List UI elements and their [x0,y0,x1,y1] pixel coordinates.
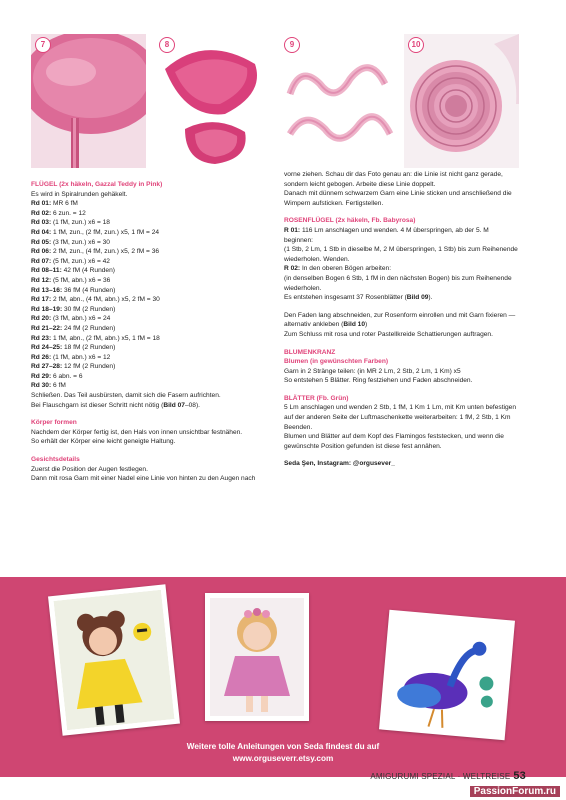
leaves-text-5: gewünschte Position gefunden ist diese fest annähen. [284,442,442,450]
bee-doll-image [54,590,175,731]
round-label: Rd 21–22: [31,324,63,332]
magazine-title: AMIGURUMI SPEZIAL · WELTREISE [370,772,511,781]
round-text: (1 fM, zun.) x6 = 18 [51,219,110,227]
round-label: Rd 20: [31,315,52,323]
round-text: 24 fM (2 Runden) [62,324,116,332]
wings-intro: Es wird in Spiralrunden gehäkelt. [31,190,128,198]
photo-step-9 [280,34,395,168]
rounds-list [31,199,276,391]
round-label: Rd 26: [31,353,52,361]
promo-photo-peacock [379,610,515,741]
round-row [31,324,276,334]
round-label: Rd 06: [31,248,52,256]
rose-r01-4: wiederholen. Wenden. [284,255,350,263]
round-row [31,218,276,228]
crochet-rose-image [404,34,519,168]
round-text: MR 6 fM [51,200,78,208]
face-cont-4: Wimpern aufsticken. Fertigstellen. [284,199,384,207]
round-row [31,372,276,382]
round-label: Rd 27–28: [31,363,63,371]
text: ) [365,321,368,329]
pink-doll-image [210,598,304,716]
leaves-text-3: Beenden. [284,423,313,431]
photo-step-8 [155,34,270,168]
text: Es entstehen insgesamt 37 Rosenblätter ( [284,294,407,302]
round-label: Rd 30: [31,382,52,390]
wreath-heading: BLUMENKRANZ [284,348,336,356]
crochet-chain-image [280,34,395,168]
round-text: 12 fM (2 Runden) [62,363,116,371]
promo-photo-pink-doll [205,593,309,721]
text: In den oberen Bögen arbeiten: [300,265,392,273]
face-heading: Gesichtsdetails [31,456,80,464]
peacock-image [384,615,509,735]
rose-r02 [284,264,534,274]
leaves-text-2: auf der anderen Seite der Luftmaschenkette weiterarbeiten: 1 fM, 2 Stb, 1 Km [284,414,511,422]
round-row [31,276,276,286]
round-text: (5 fM, abn.) x6 = 36 [51,276,111,284]
round-label: Rd 24–25: [31,344,63,352]
round-text: 36 fM (4 Runden) [62,286,116,294]
photo-number: 7 [35,37,51,53]
rose-p2-2 [284,320,534,330]
rose-r01-2: beginnen: [284,236,313,244]
round-text: (3 fM, abn.) x6 = 24 [51,315,111,323]
face-cont-2: sondern leicht gebogen. Arbeite diese Linie doppelt. [284,180,436,188]
text: alternativ ankleben ( [284,321,344,329]
round-label: Rd 03: [31,219,52,227]
text: –08). [184,401,200,409]
promo-link[interactable]: www.orguseverr.etsy.com [232,754,334,763]
round-row [31,381,276,391]
round-label: Rd 17: [31,296,52,304]
wings-end-1: Schließen. Das Teil ausbürsten, damit sich die Fasern aufrichten. [31,392,221,400]
round-row [31,286,276,296]
round-text: 6 abn. = 6 [51,372,83,380]
round-text: 2 fM, zun., (4 fM, zun.) x5, 2 fM = 36 [51,248,160,256]
round-row [31,228,276,238]
rose-p2-3: Zum Schluss mit rosa und roter Pastellkreide Schattierungen auftragen. [284,330,493,338]
round-row [31,305,276,315]
round-row [31,314,276,324]
photo-step-7 [31,34,146,168]
rose-r01-3: (1 Stb, 2 Lm, 1 Stb in dieselbe M, 2 M überspringen, 1 Stb) bis zum Reihenende [284,246,518,254]
leaves-heading: BLÄTTER (Fb. Grün) [284,394,349,402]
fluffy-wings-image [155,34,270,168]
wings-end-2 [31,401,276,411]
page-number: 53 [513,770,526,782]
rose-r01 [284,226,534,236]
round-text: (1 fM, abn.) x6 = 12 [51,353,111,361]
round-label: Rd 02: [31,209,52,217]
watermark: PassionForum.ru [470,786,560,797]
photo-number: 10 [408,37,424,53]
round-text: 18 fM (2 Runden) [62,344,116,352]
photo-number: 8 [159,37,175,53]
round-row [31,247,276,257]
round-row [31,238,276,248]
step-photos [31,34,519,168]
rose-r02-4 [284,293,534,303]
round-row [31,257,276,267]
page-footer [370,770,526,782]
face-text-2: Dann mit rosa Garn mit einer Nadel eine Linie von hinten zu den Augen nach [31,475,256,483]
round-text: 1 fM, zun., (2 fM, zun.) x5, 1 fM = 24 [51,228,160,236]
rose-heading: ROSENFLÜGEL (2x häkeln, Fb. Babyrosa) [284,217,416,225]
credit-text: Seda Şen, Instagram: @orgusever_ [284,460,395,468]
round-text: 6 zun. = 12 [51,209,86,217]
rose-r02-3: wiederholen. [284,284,322,292]
round-row [31,209,276,219]
round-row [31,343,276,353]
flowers-heading: Blumen (in gewünschten Farben) [284,358,389,366]
text: Bei Flauschgarn ist dieser Schritt nicht nötig ( [31,401,164,409]
round-row [31,334,276,344]
round-label: Rd 01: [31,200,52,208]
round-label: Rd 05: [31,238,52,246]
row-label: R 01: [284,226,301,234]
face-text-1: Zuerst die Position der Augen festlegen. [31,465,148,473]
fluffy-body-image [31,34,146,168]
round-text: 42 fM (4 Runden) [61,267,115,275]
author-credit [284,459,534,469]
image-ref: Bild 10 [343,321,366,329]
rose-p2-1: Den Faden lang abschneiden, zur Rosenform einrollen und mit Garn fixieren — [284,311,516,319]
flowers-text-2: So entstehen 5 Blätter. Ring festziehen und Faden abschneiden. [284,377,473,385]
round-label: Rd 04: [31,228,52,236]
round-text: 6 fM [51,382,66,390]
face-cont-1: vorne ziehen. Schau dir das Foto genau an: die Linie ist nicht ganz gerade, [284,171,503,178]
photo-number: 9 [284,37,300,53]
promo-line-1: Weitere tolle Anleitungen von Seda findest du auf [186,742,380,751]
round-label: Rd 13–16: [31,286,63,294]
wings-heading: FLÜGEL (2x häkeln, Gazzal Teddy in Pink) [31,181,163,188]
round-label: Rd 07: [31,257,52,265]
round-row [31,199,276,209]
round-label: Rd 08–11: [31,267,62,275]
round-label: Rd 12: [31,276,52,284]
text: ). [428,294,433,302]
round-text: (3 fM, zun.) x6 = 30 [51,238,110,246]
face-cont-3: Danach mit dünnem schwarzem Garn eine Linie sticken und anschließend die [284,190,512,198]
body-text-1: Nachdem der Körper fertig ist, den Hals von innen unsichtbar festnähen. [31,428,243,436]
image-ref: Bild 09 [406,294,429,302]
text: 116 Lm anschlagen und wenden. 4 M überspringen, ab der 5. M [300,226,489,234]
right-column [284,170,534,469]
round-text: 2 fM, abn., (4 fM, abn.) x5, 2 fM = 30 [51,296,160,304]
promo-photo-bee-doll [48,584,180,736]
round-label: Rd 23: [31,334,52,342]
round-label: Rd 29: [31,372,52,380]
flowers-text-1: Garn in 2 Stränge teilen: (in MR 2 Lm, 2 Stb, 2 Lm, 1 Km) x5 [284,367,461,375]
rose-r02-2: (in denselben Bogen 6 Stb, 1 fM in den nächsten Bogen) bis zum Reihenende [284,274,512,282]
left-column [31,180,276,484]
round-text: (5 fM, zun.) x6 = 42 [51,257,110,265]
leaves-text-1: 5 Lm anschlagen und wenden 2 Stb, 1 fM, 1 Km 1 Lm, mit Km unten befestigen [284,404,517,412]
round-row [31,295,276,305]
round-row [31,362,276,372]
round-text: 30 fM (2 Runden) [62,305,116,313]
promo-band [0,577,566,777]
body-text-2: So erhält der Körper eine leicht geneigte Haltung. [31,438,176,446]
round-row [31,353,276,363]
photo-step-10 [404,34,519,168]
round-label: Rd 18–19: [31,305,63,313]
round-text: 1 fM, abn., (2 fM, abn.) x5, 1 fM = 18 [51,334,160,342]
row-label: R 02: [284,265,301,273]
image-ref: Bild 07 [163,401,185,409]
round-row [31,266,276,276]
leaves-text-4: Blumen und Blätter auf dem Kopf des Flamingos feststecken, und wenn die [284,433,504,441]
body-heading: Körper formen [31,419,77,427]
